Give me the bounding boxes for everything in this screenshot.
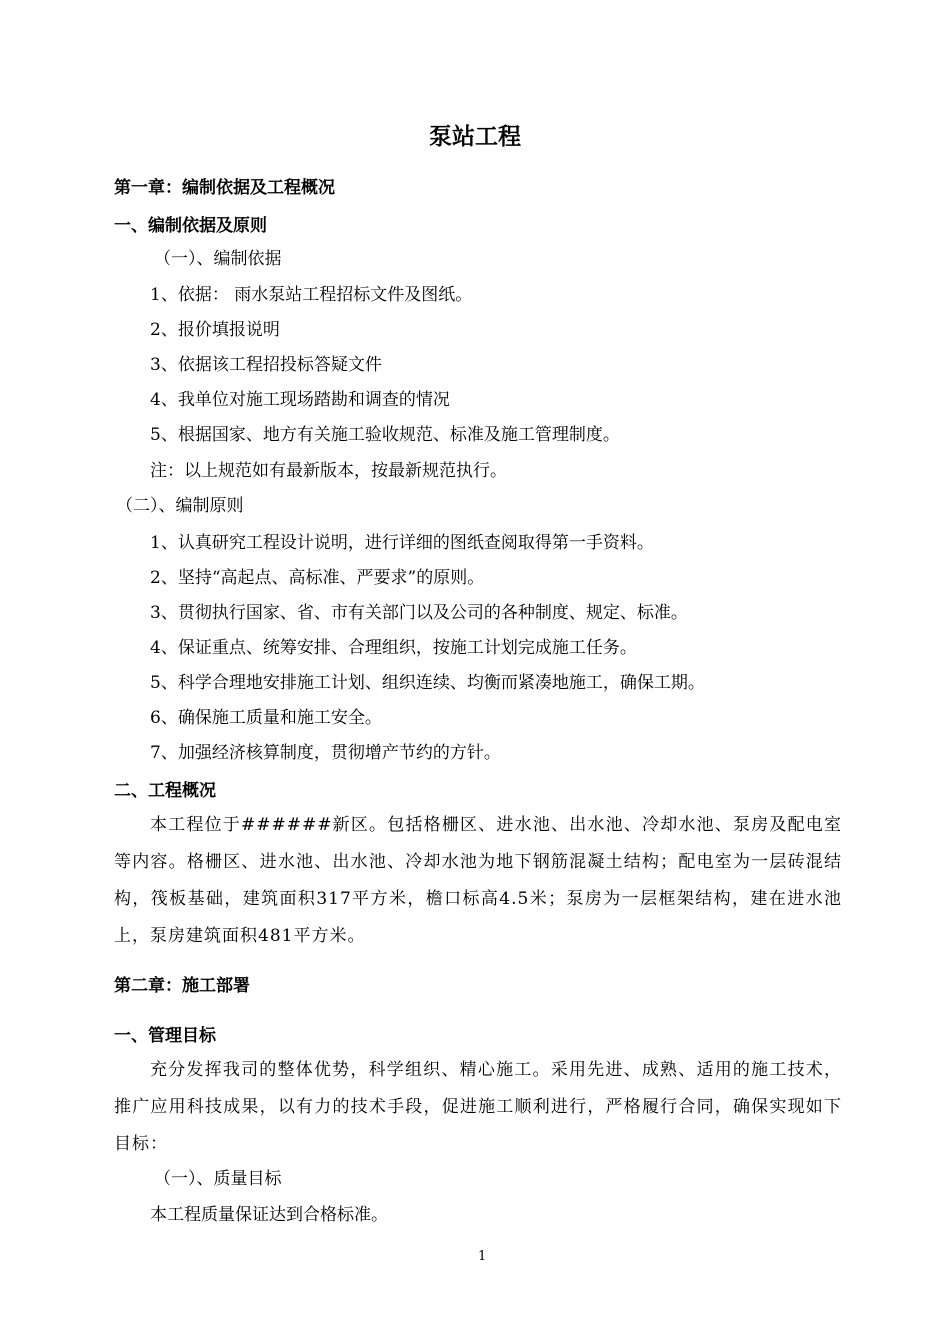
chapter-heading: 第二章：施工部署 [114, 976, 250, 996]
overview-paragraph: 本工程位于######新区。包括格栅区、进水池、出水池、冷却水池、泵房及配电室等内容。格栅区、进水池、出水池、冷却水池为地下钢筋混凝土结构；配电室为一层砖混结构，筏板基础，建筑面积317平方米，檐口标高4.5米；泵房为一层框架结构，建在进水池上，泵房建筑面积481平方米。 [114, 815, 842, 946]
list-item: 4、保证重点、统筹安排、合理组织，按施工计划完成施工任务。 [150, 638, 637, 658]
list-item: 5、根据国家、地方有关施工验收规范、标准及施工管理制度。 [150, 425, 620, 445]
page-title: 泵站工程 [429, 124, 521, 150]
list-item: 2、报价填报说明 [150, 320, 280, 340]
section-heading: 一、编制依据及原则 [114, 216, 267, 236]
list-item: 1、认真研究工程设计说明，进行详细的图纸查阅取得第一手资料。 [150, 533, 654, 553]
section-heading: 一、管理目标 [114, 1026, 216, 1046]
list-item: 5、科学合理地安排施工计划、组织连续、均衡而紧凑地施工，确保工期。 [150, 673, 705, 693]
list-item: 4、我单位对施工现场踏勘和调查的情况 [150, 390, 450, 410]
subsection-heading: （一）、编制依据 [154, 249, 282, 269]
quality-text: 本工程质量保证达到合格标准。 [150, 1205, 388, 1225]
list-item: 1、依据： 雨水泵站工程招标文件及图纸。 [150, 285, 473, 305]
note-text: 注：以上规范如有最新版本，按最新规范执行。 [150, 461, 507, 481]
list-item: 2、坚持“高起点、高标准、严要求”的原则。 [150, 568, 485, 588]
list-item: 6、确保施工质量和施工安全。 [150, 708, 382, 728]
chapter-heading: 第一章：编制依据及工程概况 [114, 178, 335, 198]
list-item: 3、贯彻执行国家、省、市有关部门以及公司的各种制度、规定、标准。 [150, 603, 688, 623]
subsection-heading: （二）、编制原则 [116, 496, 244, 516]
section-heading: 二、工程概况 [114, 781, 216, 801]
goal-paragraph: 充分发挥我司的整体优势，科学组织、精心施工。采用先进、成熟、适用的施工技术，推广应用科技成果，以有力的技术手段，促进施工顺利进行，严格履行合同，确保实现如下目标： [114, 1060, 842, 1154]
list-item: 3、依据该工程招投标答疑文件 [150, 355, 382, 375]
page-number: 1 [478, 1249, 487, 1264]
subsection-heading: （一）、质量目标 [154, 1169, 282, 1189]
list-item: 7、加强经济核算制度，贯彻增产节约的方针。 [150, 743, 501, 763]
